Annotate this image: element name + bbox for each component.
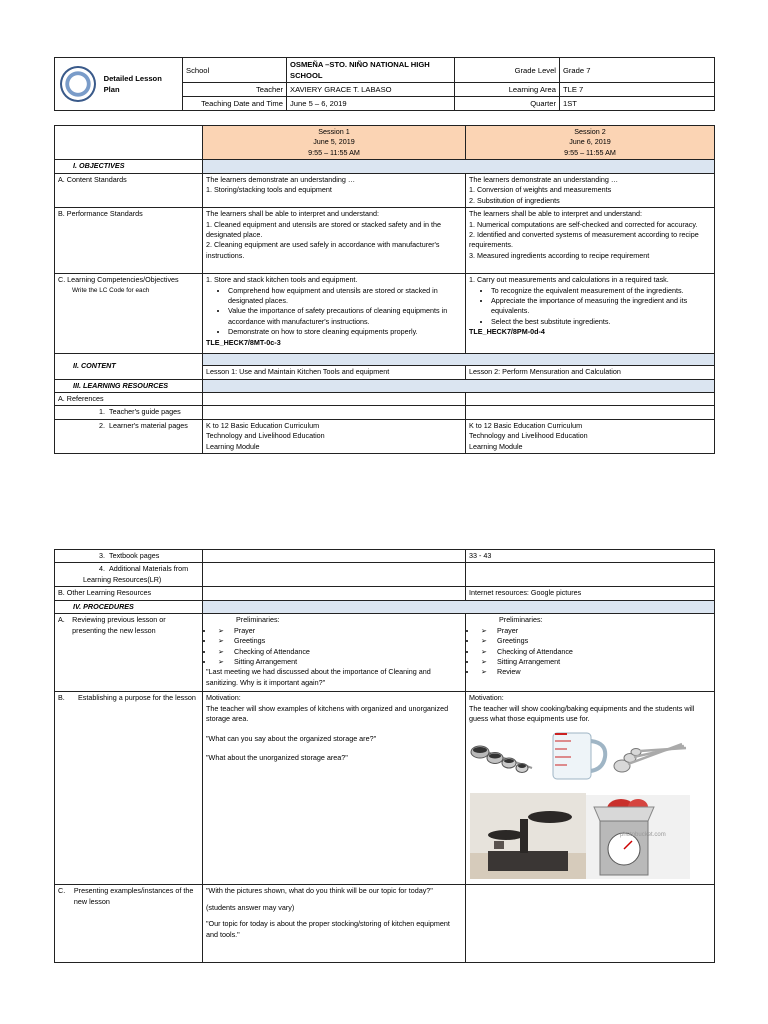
competencies-label: C. Learning Competencies/Objectives Write the LC Code for each: [55, 274, 203, 354]
measuring-spoons-photo: [612, 740, 688, 776]
references-s1: [203, 392, 466, 405]
resources-heading: III. LEARNING RESOURCES: [55, 379, 203, 392]
procedures-band: [203, 600, 715, 613]
performance-standards-s1: The learners shall be able to interpret and understand: 1. Cleaned equipment and utensils are stored or stacked safety and in the designated place. 2. Cleaning equipment are used safely in accordance with manufacturer's instructions.: [203, 208, 466, 274]
textbook-s1: [203, 550, 466, 563]
learners-material-label: 2. Learner's material pages: [55, 419, 203, 453]
additional-materials-s1: [203, 563, 466, 587]
content-standards-label: A. Content Standards: [55, 173, 203, 207]
competency-item: • Value the importance of safety precautions of cleaning equipments in accordance with manufacturer's instructions.: [228, 306, 462, 327]
teacher-label: Teacher: [183, 83, 287, 97]
preliminary-item: ➢ • Checking of Attendance: [477, 647, 711, 657]
procedures-heading: IV. PROCEDURES: [55, 600, 203, 613]
blank-corner: [55, 126, 203, 160]
area-label: Learning Area: [455, 83, 560, 97]
additional-materials-s2: [466, 563, 715, 587]
preliminary-item: ➢ • Greetings: [214, 636, 462, 646]
date-value: June 5 – 6, 2019: [287, 97, 455, 111]
performance-standards-s2: The learners shall be able to interpret and understand: 1. Numerical computations are self-checked and corrected for accuracy. 2. Identified and converted systems of measurement according to recipe requirements. 3. Measured ingredients according to recipe requirement: [466, 208, 715, 274]
procedure-a-label: A. Reviewing previous lesson or presenting the new lesson: [55, 614, 203, 692]
grade-value: Grade 7: [560, 58, 715, 83]
grade-label: Grade Level: [455, 58, 560, 83]
competency-item: • Select the best substitute ingredients.: [491, 317, 711, 327]
references-s2: [466, 392, 715, 405]
competencies-s2: 1. Carry out measurements and calculations in a required task. • To recognize the equivalent measurement of the ingredients. • Appreciate the importance of measuring the ingredient and its equivalents. • Select the best substitute ingredients. TLE_HECK7/8PM-0d-4: [466, 274, 715, 354]
area-value: TLE 7: [560, 83, 715, 97]
other-resources-s1: [203, 587, 466, 600]
lc-code-s1: TLE_HECK7/8MT-0c-3: [206, 337, 281, 347]
quarter-label: Quarter: [455, 97, 560, 111]
header-table: [54, 57, 715, 111]
review-question: "Last meeting we had discussed about the importance of Cleaning and sanitizing. Why is it important again?": [206, 667, 431, 687]
competency-item: • Appreciate the importance of measuring the ingredient and its equivalents.: [491, 296, 711, 317]
textbook-s2: 33 - 43: [466, 550, 715, 563]
quarter-value: 1ST: [560, 97, 715, 111]
preliminary-item: ➢ • Prayer: [477, 626, 711, 636]
references-label: A. References: [55, 392, 203, 405]
date-label: Teaching Date and Time: [183, 97, 287, 111]
procedure-c-label: C. Presenting examples/instances of the new lesson: [55, 885, 203, 963]
measuring-cups-photo: [470, 738, 538, 782]
procedure-b-label: B. Establishing a purpose for the lesson: [55, 692, 203, 885]
additional-materials-label: 4. Additional Materials from Learning Resources(LR): [55, 563, 203, 587]
textbook-label: 3. Textbook pages: [55, 550, 203, 563]
plan-title: Detailed Lesson Plan: [103, 74, 162, 94]
preliminary-item: ➢ • Sitting Arrangement: [477, 657, 711, 667]
measuring-jug-photo: [541, 727, 613, 783]
teacher-value: XAVIERY GRACE T. LABASO: [287, 83, 455, 97]
procedure-a-s1: Preliminaries: ➢ • Prayer ➢ • Greetings ➢ • Checking of Attendance ➢ • Sitting Arrangement "Last meeting we had discussed about the importance of Cleaning and sanitizing. Why is it important again?": [203, 614, 466, 692]
content-standards-s1: The learners demonstrate an understanding … 1. Storing/stacking tools and equipment: [203, 173, 466, 207]
content-heading: II. CONTENT: [55, 354, 203, 379]
resources-band: [203, 379, 715, 392]
watermark-text: photobucket.com: [620, 832, 666, 838]
teachers-guide-s1: [203, 406, 466, 419]
competencies-s1: 1. Store and stack kitchen tools and equipment. • Comprehend how equipment and utensils are stored or stacked in designated places. • Value the importance of safety precautions of cleaning equipments in accordance with manufacturer's instructions. • Demonstrate on how to store cleaning equipments properly. TLE_HECK7/8MT-0c-3: [203, 274, 466, 354]
teachers-guide-label: 1. Teacher's guide pages: [55, 406, 203, 419]
procedure-b-s1: Motivation: The teacher will show examples of kitchens with organized and unorganized storage area. "What can you say about the organized storage are?" "What about the unorganized storage area?": [203, 692, 466, 885]
learners-material-s2: K to 12 Basic Education Curriculum Technology and Livelihood Education Learning Module: [466, 419, 715, 453]
competency-item: • Demonstrate on how to store cleaning equipments properly.: [228, 327, 462, 337]
preliminary-item: ➢ • Sitting Arrangement: [214, 657, 462, 667]
preliminary-item: ➢ • Prayer: [214, 626, 462, 636]
content-s1: Lesson 1: Use and Maintain Kitchen Tools and equipment: [203, 366, 466, 379]
preliminary-item: ➢ • Greetings: [477, 636, 711, 646]
procedure-c-s1: "With the pictures shown, what do you think will be our topic for today?" (students answer may vary) "Our topic for today is about the proper stocking/storing of kitchen equipment and tools.": [203, 885, 466, 963]
objectives-band: [203, 160, 715, 173]
header-logo-cell: [55, 58, 183, 111]
lc-code-s2: TLE_HECK7/8PM-0d-4: [469, 327, 545, 337]
competency-item: • Comprehend how equipment and utensils are stored or stacked in designated places.: [228, 286, 462, 307]
competency-item: • To recognize the equivalent measurement of the ingredients.: [491, 286, 711, 296]
procedure-c-s2: [466, 885, 715, 963]
procedure-b-s2: Motivation: The teacher will show cooking/baking equipments and the students will guess what those equipments use for.: [466, 692, 715, 885]
other-resources-s2: Internet resources: Google pictures: [466, 587, 715, 600]
performance-standards-label: B. Performance Standards: [55, 208, 203, 274]
learners-material-s1: K to 12 Basic Education Curriculum Technology and Livelihood Education Learning Module: [203, 419, 466, 453]
objectives-heading: I. OBJECTIVES: [55, 160, 203, 173]
preliminary-item: ➢ • Checking of Attendance: [214, 647, 462, 657]
school-label: School: [183, 58, 287, 83]
teachers-guide-s2: [466, 406, 715, 419]
deped-seal-icon: [60, 66, 96, 102]
content-band: [203, 354, 715, 366]
content-s2: Lesson 2: Perform Mensuration and Calculation: [466, 366, 715, 379]
school-value: OSMEÑA –STO. NIÑO NATIONAL HIGH SCHOOL: [287, 58, 455, 83]
lesson-table-page1: [54, 125, 715, 454]
balance-scale-photo: [470, 793, 586, 879]
content-standards-s2: The learners demonstrate an understanding … 1. Conversion of weights and measurements 2. Substitution of ingredients: [466, 173, 715, 207]
session2-header: Session 2 June 6, 2019 9:55 – 11:55 AM: [466, 126, 715, 160]
preliminary-item: ➢ • Review: [477, 667, 711, 677]
procedure-a-s2: Preliminaries: ➢ • Prayer ➢ • Greetings ➢ • Checking of Attendance ➢ • Sitting Arrangement ➢ • Review: [466, 614, 715, 692]
other-resources-label: B. Other Learning Resources: [55, 587, 203, 600]
session1-header: Session 1 June 5, 2019 9:55 – 11:55 AM: [203, 126, 466, 160]
